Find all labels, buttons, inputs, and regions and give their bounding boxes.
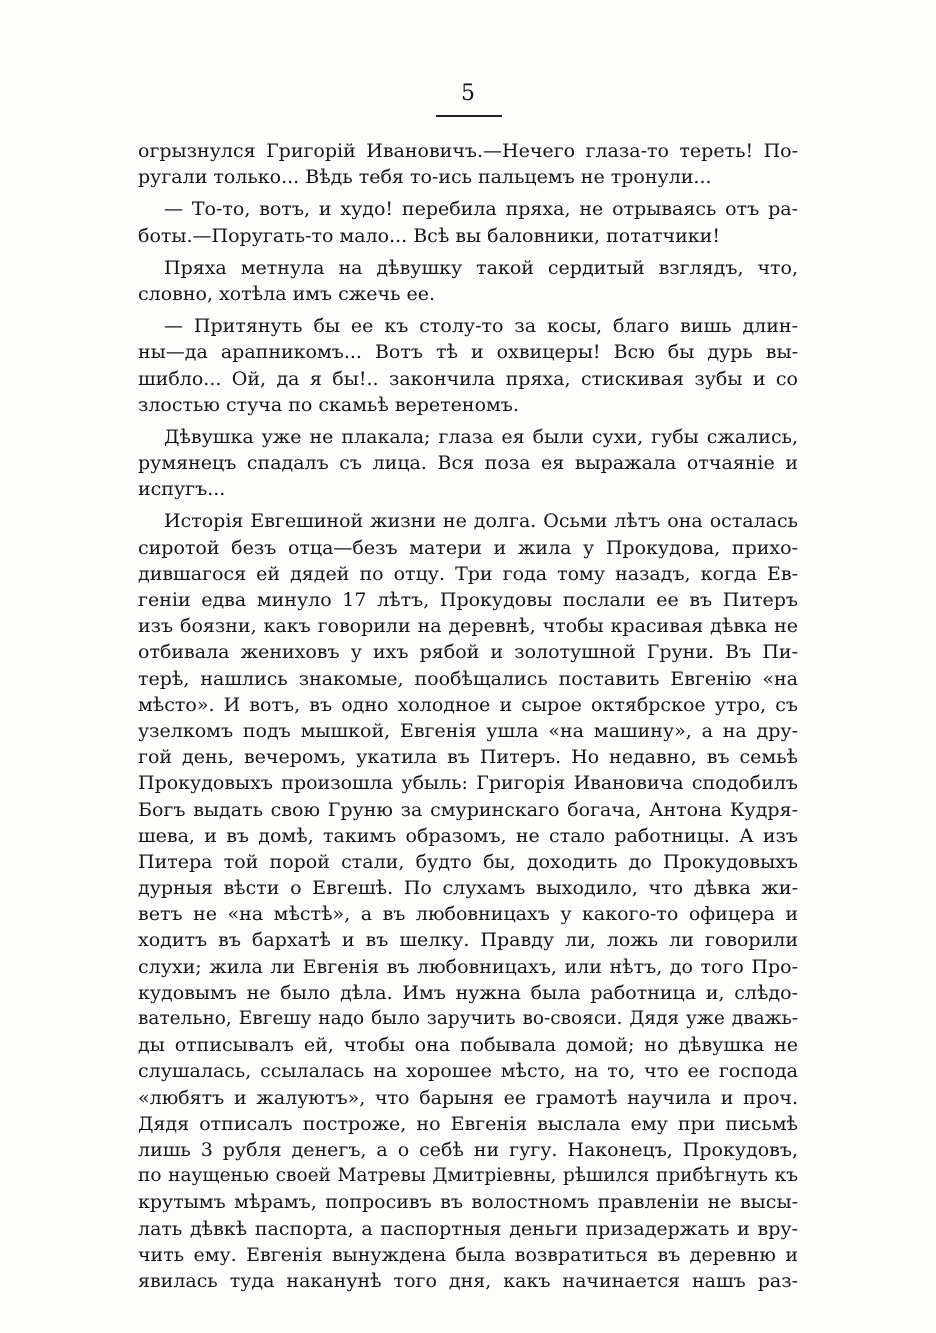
text-line: злостью стуча по скамьѣ веретеномъ. xyxy=(138,393,519,416)
text-line: Исторія Евгешиной жизни не долга. Осьми лѣтъ она осталась xyxy=(164,510,798,533)
text-line: Прокудовыхъ произошла убыль: Григорія Ивановича сподобилъ xyxy=(138,772,798,795)
paragraph xyxy=(138,313,798,418)
text-line: дурныя вѣсти о Евгешѣ. По слухамъ выходило, что дѣвка жи- xyxy=(138,877,798,900)
text-line: терѣ, нашлись знакомые, пообѣщались поставить Евгенію «на xyxy=(138,667,798,690)
text-line: явилась туда наканунѣ того дня, какъ начинается нашъ раз- xyxy=(138,1269,798,1292)
paragraph xyxy=(138,508,798,1294)
text-line: огрызнулся Григорій Ивановичъ.—Нечего глаза-то тереть! По- xyxy=(138,140,798,162)
text-line: лать дѣвкѣ паспорта, а паспортныя деньги призадержать и вру- xyxy=(138,1217,798,1240)
header-rule xyxy=(436,115,502,117)
text-line: ходитъ въ бархатѣ и въ шелку. Правду ли, ложь ли говорили xyxy=(138,929,798,952)
text-line: испугъ... xyxy=(138,478,226,501)
text-line: Дѣвушка уже не плакала; глаза ея были сухи, губы сжались, xyxy=(164,425,798,448)
paragraph xyxy=(138,196,798,248)
text-line: шибло... Ой, да я бы!.. закончила пряха, стискивая зубы и со xyxy=(138,367,798,390)
text-body xyxy=(138,138,798,1300)
text-line: гой день, вечеромъ, укатила въ Питеръ. Но недавно, въ семьѣ xyxy=(138,746,798,769)
text-line: «любятъ и жалуютъ», что барыня ее грамотѣ научила и проч. xyxy=(138,1086,798,1109)
text-line: по наущенью своей Матревы Дмитріевны, рѣшился прибѣгнуть къ xyxy=(138,1165,798,1187)
text-line: шева, и въ домѣ, такимъ образомъ, не стало работницы. А изъ xyxy=(138,824,798,847)
text-line: ны—да арапникомъ... Вотъ тѣ и охвицеры! Всю бы дурь вы- xyxy=(138,341,798,364)
text-line: Дядя отписалъ построже, но Евгенія выслала ему при письмѣ xyxy=(138,1112,798,1135)
text-line: слушалась, ссылалась на хорошее мѣсто, на то, что ее господа xyxy=(138,1060,798,1083)
text-line: румянецъ спадалъ съ лица. Вся поза ея выражала отчаяніе и xyxy=(138,452,798,475)
text-line: отбивала жениховъ у ихъ рябой и золотушной Груни. Въ Пи- xyxy=(138,641,798,664)
text-line: изъ боязни, какъ говорили на деревнѣ, чтобы красивая дѣвка не xyxy=(138,615,798,638)
text-line: сиротой безъ отца—безъ матери и жила у Прокудова, прихо- xyxy=(138,536,798,559)
text-line: узелкомъ подъ мышкой, Евгенія ушла «на машину», а на дру- xyxy=(138,719,798,742)
text-line: — То-то, вотъ, и худо! перебила пряха, не отрываясь отъ ра- xyxy=(164,198,798,221)
paragraph xyxy=(138,424,798,503)
text-line: геніи едва минуло 17 лѣтъ, Прокудовы послали ее въ Питеръ xyxy=(138,589,798,611)
text-line: — Притянуть бы ее къ столу-то за косы, благо вишь длин- xyxy=(164,315,798,338)
paragraph xyxy=(138,255,798,307)
paragraph xyxy=(138,138,798,190)
text-line: лишь 3 рубля денегъ, а о себѣ ни гугу. Наконецъ, Прокудовъ, xyxy=(138,1138,798,1161)
text-line: чить ему. Евгенія вынуждена была возвратиться въ деревню и xyxy=(138,1243,798,1266)
text-line: вательно, Евгешу надо было заручить во-свояси. Дядя уже дважь- xyxy=(138,1008,798,1029)
text-line: Питера той порой стали, будто бы, доходить до Прокудовыхъ xyxy=(138,850,798,873)
text-line: боты.—Поругать-то мало... Всѣ вы баловники, потатчики! xyxy=(138,224,720,247)
text-line: кудовымъ не было дѣла. Имъ нужна была работница и, слѣдо- xyxy=(138,981,798,1004)
text-line: мѣсто». И вотъ, въ одно холодное и сырое октябрское утро, съ xyxy=(138,693,798,716)
text-line: словно, хотѣла имъ сжечь ее. xyxy=(138,282,435,305)
text-line: Богъ выдать свою Груню за смуринскаго богача, Антона Кудря- xyxy=(138,798,798,821)
text-line: слухи; жила ли Евгенія въ любовницахъ, или нѣтъ, до того Про- xyxy=(138,955,798,978)
text-line: Пряха метнула на дѣвушку такой сердитый взглядъ, что, xyxy=(164,256,798,279)
text-line: ругали только... Вѣдь тебя то-ись пальцемъ не тронули... xyxy=(138,166,712,189)
text-line: ветъ не «на мѣстѣ», а въ любовницахъ у какого-то офицера и xyxy=(138,903,798,926)
page-number: 5 xyxy=(461,81,475,106)
text-line: крутымъ мѣрамъ, попросивъ въ волостномъ правленіи не высы- xyxy=(138,1191,798,1214)
text-line: дившагося ей дядей по отцу. Три года тому назадъ, когда Ев- xyxy=(138,562,798,585)
text-line: ды отписывалъ ей, чтобы она побывала домой; но дѣвушка не xyxy=(138,1034,798,1057)
